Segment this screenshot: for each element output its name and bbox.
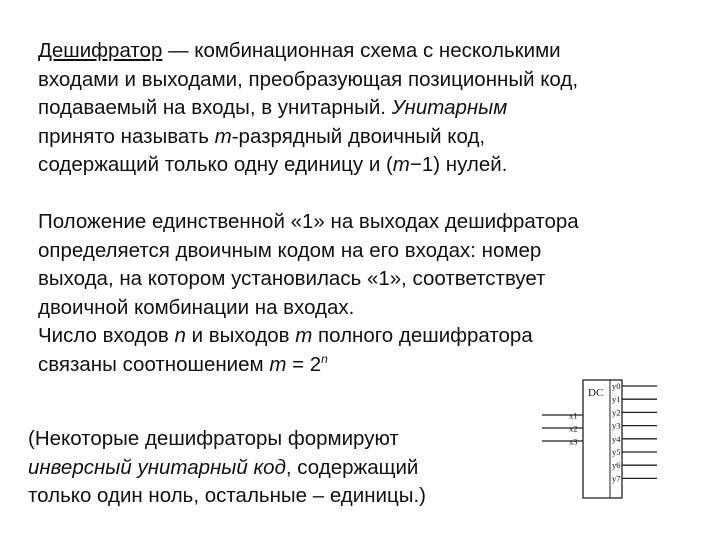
output-label: y7	[612, 473, 621, 484]
var-m: m	[214, 124, 232, 148]
line: входами и выходами, преобразующая позиционный код,	[38, 67, 579, 91]
text: полного дешифратора	[312, 324, 533, 347]
text: -разрядный двоичный код,	[231, 124, 486, 148]
line	[28, 454, 426, 483]
text: Число входов	[38, 324, 175, 347]
var-m: m	[392, 153, 410, 176]
definition-paragraph	[38, 37, 578, 180]
line	[38, 351, 533, 380]
output-label: y2	[612, 407, 621, 418]
inverse-note-paragraph	[28, 425, 426, 511]
input-label: x2	[569, 423, 578, 434]
output-label: y4	[612, 433, 621, 444]
output-label: y5	[612, 447, 621, 457]
text: и выходов	[185, 324, 296, 347]
exponent-n: n	[321, 351, 328, 366]
term-unitary: Унитарным	[391, 96, 508, 119]
line: Положение единственной «1» на выходах дешифратора	[38, 210, 579, 233]
decoder-diagram	[536, 368, 666, 500]
position-paragraph	[38, 208, 579, 322]
line	[38, 94, 578, 123]
input-label: x3	[569, 436, 578, 447]
line: выхода, на котором установилась «1», соответствует	[38, 267, 546, 290]
text: −1) нулей.	[409, 153, 508, 176]
term-inverse-unitary: инверсный унитарный код	[28, 455, 286, 479]
input-label: x1	[569, 410, 578, 421]
output-label: y3	[612, 420, 621, 431]
line: (Некоторые дешифраторы формируют	[28, 427, 399, 450]
term-decoder: Дешифратор	[38, 39, 163, 62]
var-m: m	[295, 324, 313, 347]
output-label: y6	[612, 460, 621, 471]
var-n: n	[174, 324, 186, 347]
line: двоичной комбинации на входах.	[38, 295, 355, 319]
line	[38, 322, 533, 351]
output-label: y0	[612, 381, 621, 391]
input-group	[542, 411, 583, 447]
line	[38, 123, 578, 152]
text: принято называть	[38, 124, 215, 148]
line	[38, 37, 578, 66]
text: — комбинационная схема с несколькими	[162, 39, 561, 62]
output-label: y1	[612, 394, 621, 405]
var-m: m	[269, 352, 287, 376]
text: подаваемый на входы, в унитарный.	[38, 96, 392, 119]
text: , содержащий	[285, 455, 419, 479]
text: содержащий только одну единицу и (	[38, 153, 393, 176]
text: связаны соотношением	[38, 352, 270, 376]
line	[38, 151, 578, 180]
relation-paragraph	[38, 322, 533, 379]
line: только один ноль, остальные – единицы.)	[28, 484, 426, 507]
line: определяется двоичным кодом на его входах: номер	[38, 238, 542, 262]
block-label: DC	[588, 387, 604, 399]
text: = 2	[286, 352, 322, 376]
